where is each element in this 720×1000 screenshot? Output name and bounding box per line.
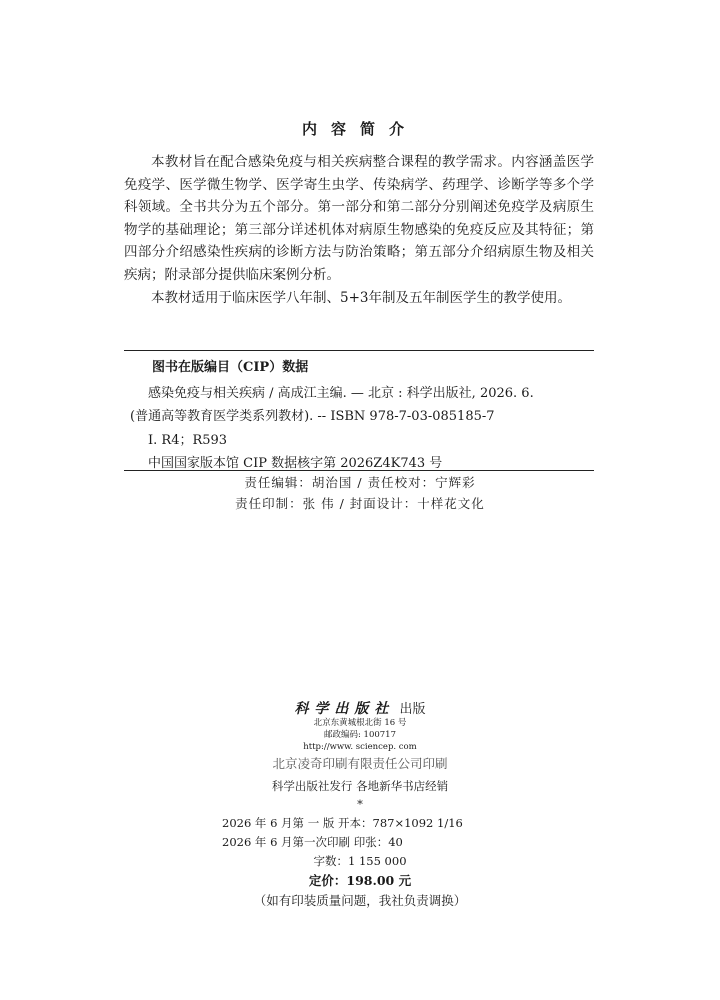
publisher-website: http://www. sciencep. com xyxy=(303,742,417,752)
price: 定价：198.00 元 xyxy=(308,873,412,888)
cip-line-1: 感染免疫与相关疾病 / 高成江主编. — 北京 : 科学出版社, 2026. 6. xyxy=(148,386,534,401)
quality-notice: （如有印装质量问题，我社负责调换） xyxy=(253,893,467,908)
summary-paragraph-1: 本教材旨在配合感染免疫与相关疾病整合课程的教学需求。内容涵盖医学免疫学、医学微生物学、医学寄生虫学、传染病学、药理学、诊断学等多个学科领域。全书共分为五个部分。第一部分和第二部分分别阐述免疫学及病原生物学的基础理论；第三部分详述机体对病原生物感染的免疫反应及其特征；第四部分介绍感染性疾病的诊断方法与防治策略；第五部分介绍病原生物及相关疾病；附录部分提供临床案例分析。 xyxy=(124,154,594,283)
cip-top-rule xyxy=(124,350,594,351)
summary-paragraph-2: 本教材适用于临床医学八年制、5+3年制及五年制医学生的教学使用。 xyxy=(151,290,571,306)
printer-name: 北京凌奇印刷有限责任公司印刷 xyxy=(272,756,448,771)
cip-bottom-rule xyxy=(124,470,594,471)
cip-line-4: 中国国家版本馆 CIP 数据核字第 2026Z4K743 号 xyxy=(148,456,443,471)
publisher-postcode: 邮政编码: 100717 xyxy=(323,730,396,740)
publisher-line xyxy=(0,698,720,718)
publisher-suffix: 出版 xyxy=(399,702,426,717)
credits-line-2: 责任印制：张 伟 / 封面设计：十样花文化 xyxy=(235,496,485,511)
publisher-address: 北京东黄城根北街 16 号 xyxy=(313,718,407,728)
distribution-line: 科学出版社发行 各地新华书店经销 xyxy=(271,779,449,793)
separator-star: * xyxy=(357,797,363,811)
publisher-name: 科学出版社 xyxy=(294,701,395,717)
printing-line: 2026 年 6 月第一次印刷 印张：40 xyxy=(222,835,403,849)
credits-line-1: 责任编辑：胡治国 / 责任校对：宁辉彩 xyxy=(244,475,476,490)
summary-title: 内容简介 xyxy=(301,120,418,138)
cip-line-3: Ⅰ. R4；R593 xyxy=(148,433,228,448)
cip-heading: 图书在版编目（CIP）数据 xyxy=(152,360,309,375)
cip-line-2: (普通高等教育医学类系列教材). -- ISBN 978-7-03-085185-7 xyxy=(130,409,495,424)
edition-line: 2026 年 6 月第 一 版 开本：787×1092 1/16 xyxy=(222,816,463,830)
word-count: 字数：1 155 000 xyxy=(313,854,407,868)
